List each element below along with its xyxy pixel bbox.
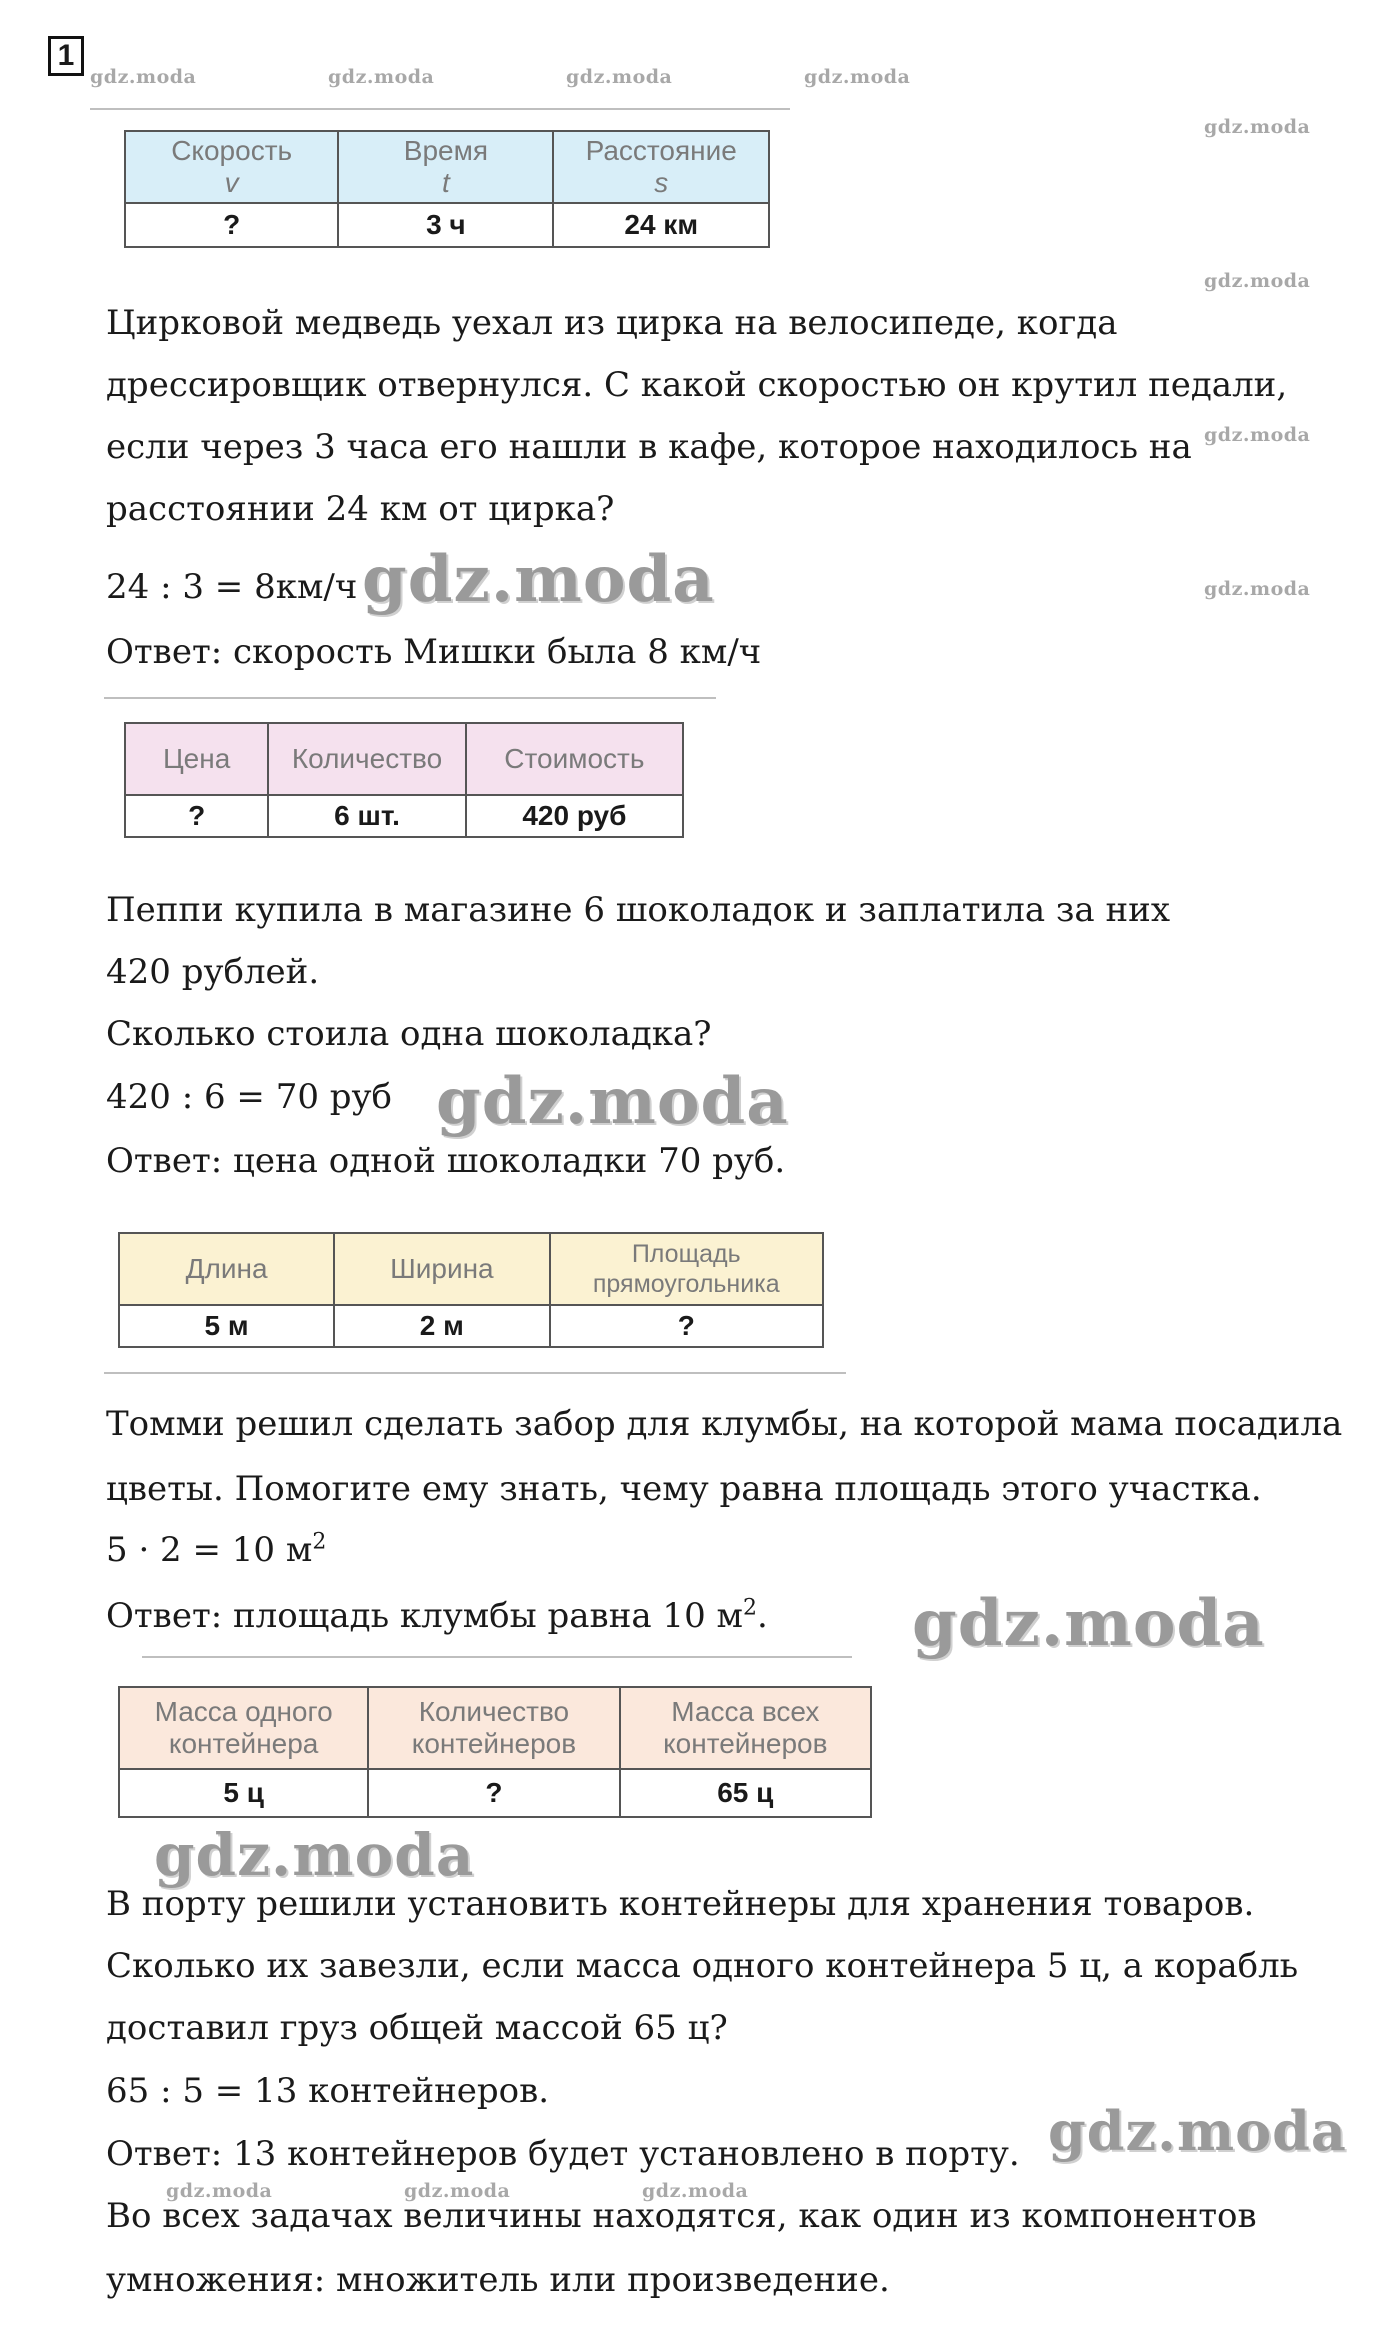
watermark: gdz.moda [1204,116,1311,138]
rectangle-area-table [118,1232,824,1348]
header-cell: Расстояние s [553,131,769,203]
problem-text: цветы. Помогите ему знать, чему равна площадь этого участка. [106,1469,1262,1509]
answer: Ответ: площадь клумбы равна 10 $м^2$. [106,1595,768,1636]
problem-text: Сколько стоила одна шоколадка? [106,1014,712,1054]
header-cell: Масса одного контейнера [119,1687,368,1769]
problem-text: дрессировщик отвернулся. С какой скоростью он крутил педали, [106,365,1288,405]
problem-text: доставил груз общей массой 65 ц? [106,2008,728,2048]
watermark: gdz.moda [1204,578,1311,600]
answer: Ответ: скорость Мишки была 8 км/ч [106,632,762,672]
divider [104,1372,846,1374]
problem-text: если через 3 часа его нашли в кафе, которое находилось на [106,427,1192,467]
divider [90,108,790,110]
watermark: gdz.moda [362,542,715,617]
problem-text: В порту решили установить контейнеры для хранения товаров. [106,1884,1255,1924]
solution: 65 : 5 = 13 контейнеров. [106,2071,550,2111]
answer: Ответ: 13 контейнеров будет установлено в порту. [106,2134,1020,2174]
header-cell: Количество контейнеров [368,1687,619,1769]
watermark: gdz.moda [804,66,911,88]
watermark: gdz.moda [90,66,197,88]
watermark: gdz.moda [436,1064,789,1139]
value-cell: ? [368,1769,619,1817]
value-cell: ? [550,1305,824,1347]
value-cell: 5 м [119,1305,334,1347]
header-cell: Время t [338,131,553,203]
value-cell: 65 ц [620,1769,871,1817]
watermark: gdz.moda [166,2180,273,2202]
container-mass-table [118,1686,872,1818]
header-cell: Длина [119,1233,334,1305]
header-cell: Ширина [334,1233,549,1305]
watermark: gdz.moda [1048,2099,1347,2163]
divider [104,697,716,699]
watermark: gdz.moda [404,2180,511,2202]
watermark: gdz.moda [566,66,673,88]
value-cell: 3 ч [338,203,553,247]
watermark: gdz.moda [642,2180,749,2202]
watermark: gdz.moda [328,66,435,88]
watermark: gdz.moda [154,1821,475,1889]
header-cell: Количество [268,723,466,795]
problem-text: расстоянии 24 км от цирка? [106,489,615,529]
conclusion-text: умножения: множитель или произведение. [106,2260,890,2300]
solution: 420 : 6 = 70 руб [106,1077,393,1117]
header-cell: Скорость v [125,131,338,203]
solution: 5 · 2 = 10 $м^2$ [106,1529,327,1570]
problem-text: 420 рублей. [106,952,320,992]
value-cell: 5 ц [119,1769,368,1817]
problem-text: Томми решил сделать забор для клумбы, на которой мама посадила [106,1404,1343,1444]
header-cell: Стоимость [466,723,683,795]
value-cell: 24 км [553,203,769,247]
problem-text: Сколько их завезли, если масса одного контейнера 5 ц, а корабль [106,1946,1299,1986]
price-quantity-cost-table [124,722,684,838]
value-cell: ? [125,203,338,247]
problem-text: Пеппи купила в магазине 6 шоколадок и заплатила за них [106,890,1171,930]
value-cell: ? [125,795,268,837]
solution: 24 : 3 = 8км/ч [106,567,358,607]
speed-time-distance-table [124,130,770,248]
header-cell: Площадь прямоугольника [550,1233,824,1305]
watermark: gdz.moda [912,1586,1265,1661]
value-cell: 6 шт. [268,795,466,837]
watermark: gdz.moda [1204,424,1311,446]
header-cell: Цена [125,723,268,795]
divider [142,1656,852,1658]
header-cell: Масса всех контейнеров [620,1687,871,1769]
conclusion-text: Во всех задачах величины находятся, как один из компонентов [106,2196,1257,2236]
problem-text: Цирковой медведь уехал из цирка на велосипеде, когда [106,303,1118,343]
task-number: 1 [48,36,84,76]
answer: Ответ: цена одной шоколадки 70 руб. [106,1141,786,1181]
value-cell: 420 руб [466,795,683,837]
watermark: gdz.moda [1204,270,1311,292]
value-cell: 2 м [334,1305,549,1347]
